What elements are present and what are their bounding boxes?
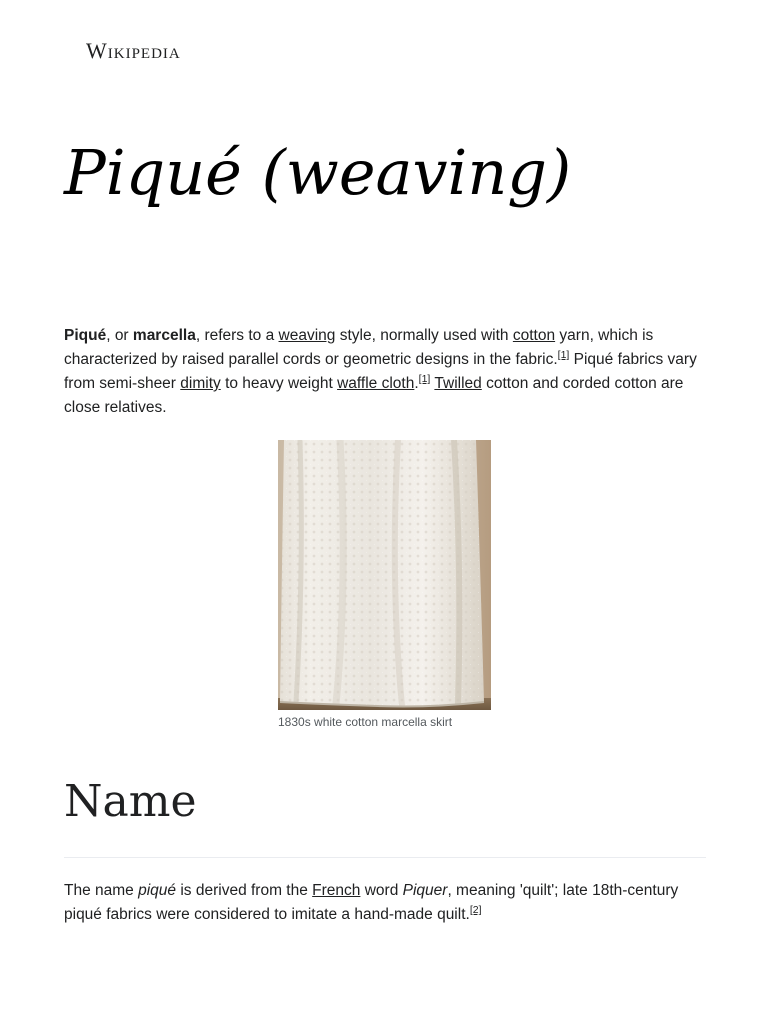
reference-2[interactable] [470,904,482,916]
skirt-photo[interactable] [278,440,491,710]
para-text: word [360,882,403,899]
reference-1b-link[interactable]: [1] [418,372,431,385]
figure-caption: 1830s white cotton marcella skirt [278,715,453,729]
link-waffle-cloth[interactable]: waffle cloth [337,375,415,392]
term-marcella: marcella [132,327,196,344]
para-text: , meaning 'quilt'; late 18th-century piqué fabrics were considered to imitate a hand-made quilt. [64,882,679,923]
term-piquer-italic: Piquer [402,882,448,899]
lead-text: . [414,375,419,392]
figure-marcella-skirt [278,440,491,730]
link-twilled[interactable]: Twilled [434,375,482,392]
reference-1b[interactable] [419,373,431,385]
link-french[interactable]: French [312,882,361,899]
lead-text: style, normally used with [335,327,513,344]
link-dimity[interactable]: dimity [180,375,221,392]
section-divider [64,857,706,858]
wikipedia-wordmark[interactable]: Wikipedia [86,38,181,63]
reference-2-link[interactable]: [2] [469,903,482,916]
link-weaving[interactable]: weaving [278,327,336,344]
link-cotton[interactable]: cotton [512,327,556,344]
lead-text: Piqué fabrics vary from semi-sheer [64,351,697,392]
reference-1[interactable] [558,349,570,361]
reference-1-link[interactable]: [1] [557,348,570,361]
term-pique-italic: piqué [138,882,177,899]
section-heading-name: Name [64,776,197,827]
lead-text: yarn, which is characterized by raised parallel cords or geometric designs in the fabric. [64,327,654,368]
lead-text: cotton and corded cotton are close relatives. [64,375,684,416]
name-paragraph [64,879,706,927]
para-text: is derived from the [176,882,313,899]
term-pique: Piqué [64,327,107,344]
lead-text: , or [106,327,133,344]
lead-text: , refers to a [195,327,279,344]
lead-text: to heavy weight [220,375,338,392]
page-title: Piqué (weaving) [64,136,572,209]
para-text: The name [64,882,139,899]
lead-paragraph [64,324,706,420]
